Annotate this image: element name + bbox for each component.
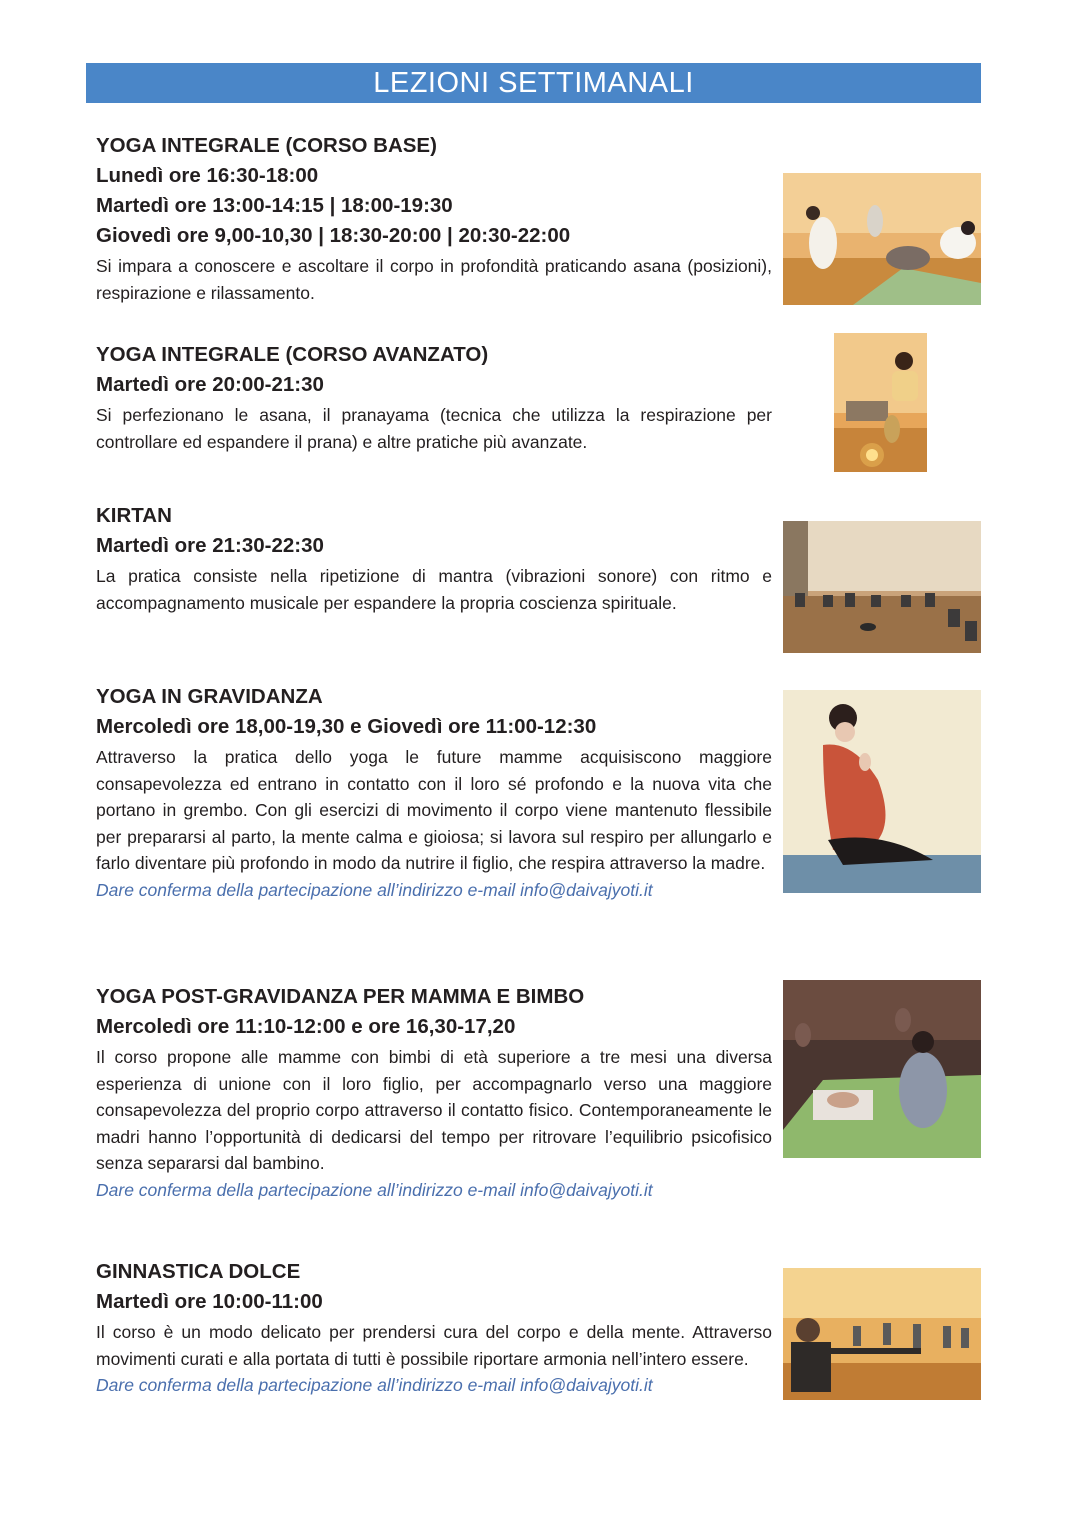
course-description: Il corso è un modo delicato per prendersi cura del corpo e della mente. Attraverso movimenti curati e alla portata di tutti è possibile riportare armonia nell’intero essere. (96, 1322, 772, 1369)
course-yoga-integrale-base (96, 131, 772, 306)
course-schedule: Giovedì ore 9,00-10,30 | 18:30-20:00 | 20:30-22:00 (96, 224, 571, 247)
course-yoga-gravidanza (96, 682, 772, 904)
course-title: YOGA IN GRAVIDANZA (96, 685, 323, 708)
email-confirmation-note: Dare conferma della partecipazione all’indirizzo e-mail info@daivajyoti.it (96, 1375, 653, 1396)
course-schedule: Lunedì ore 16:30-18:00 (96, 164, 319, 187)
course-schedule: Mercoledì ore 11:10-12:00 e ore 16,30-17,20 (96, 1015, 516, 1038)
course-title: YOGA INTEGRALE (CORSO AVANZATO) (96, 343, 489, 366)
course-schedule: Martedì ore 21:30-22:30 (96, 534, 324, 557)
email-confirmation-note: Dare conferma della partecipazione all’indirizzo e-mail info@daivajyoti.it (96, 879, 653, 900)
course-description: Si impara a conoscere e ascoltare il corpo in profondità praticando asana (posizioni), respirazione e rilassamento. (96, 256, 772, 303)
email-confirmation-note: Dare conferma della partecipazione all’indirizzo e-mail info@daivajyoti.it (96, 1179, 653, 1200)
course-title: GINNASTICA DOLCE (96, 1260, 301, 1283)
course-kirtan (96, 501, 772, 616)
course-title: YOGA POST-GRAVIDANZA PER MAMMA E BIMBO (96, 985, 585, 1008)
course-ginnastica-dolce (96, 1257, 772, 1399)
kirtan-group-photo (783, 521, 981, 653)
mother-baby-class-photo (783, 980, 981, 1158)
course-description: Si perfezionano le asana, il pranayama (tecnica che utilizza la respirazione per controllare ed espandere il prana) e altre pratiche più avanzate. (96, 405, 772, 452)
page-title: LEZIONI SETTIMANALI (373, 66, 694, 99)
course-schedule: Martedì ore 13:00-14:15 | 18:00-19:30 (96, 194, 453, 217)
course-yoga-post-gravidanza (96, 982, 772, 1204)
course-schedule: Mercoledì ore 18,00-19,30 e Giovedì ore 11:00-12:30 (96, 715, 597, 738)
course-description: Il corso propone alle mamme con bimbi di età superiore a tre mesi una diversa esperienza di unione con il loro figlio, per accompagnarlo verso una maggiore consapevolezza del proprio corpo attraverso il contatto fisico. Contemporaneamente le madri hanno l’opportunità di dedicarsi del tempo per ritrovare l’equilibrio psicofisico senza separarsi dal bambino. (96, 1047, 772, 1174)
yoga-class-photo (783, 173, 981, 305)
course-description: Attraverso la pratica dello yoga le future mamme acquisiscono maggiore consapevolezza ed entrano in contatto con il loro sé profondo e la nuova vita che portano in grembo. Con gli esercizi di movimento il corpo viene mantenuto flessibile per prepararsi al parto, la mente calma e gioiosa; si lavora sul respiro per allungarlo e farlo diventare più profondo in modo da nutrire il figlio, che respira attraverso la madre. (96, 747, 772, 874)
course-yoga-integrale-avanzato (96, 340, 772, 455)
course-schedule: Martedì ore 20:00-21:30 (96, 373, 324, 396)
course-title: KIRTAN (96, 504, 172, 527)
course-schedule: Martedì ore 10:00-11:00 (96, 1290, 323, 1313)
course-description: La pratica consiste nella ripetizione di mantra (vibrazioni sonore) con ritmo e accompagnamento musicale per espandere la propria coscienza spirituale. (96, 566, 772, 613)
pregnant-woman-photo (783, 690, 981, 893)
course-title: YOGA INTEGRALE (CORSO BASE) (96, 134, 437, 157)
page-title-banner (86, 63, 981, 103)
gentle-gym-class-photo (783, 1268, 981, 1400)
teacher-meditation-photo (834, 333, 927, 472)
